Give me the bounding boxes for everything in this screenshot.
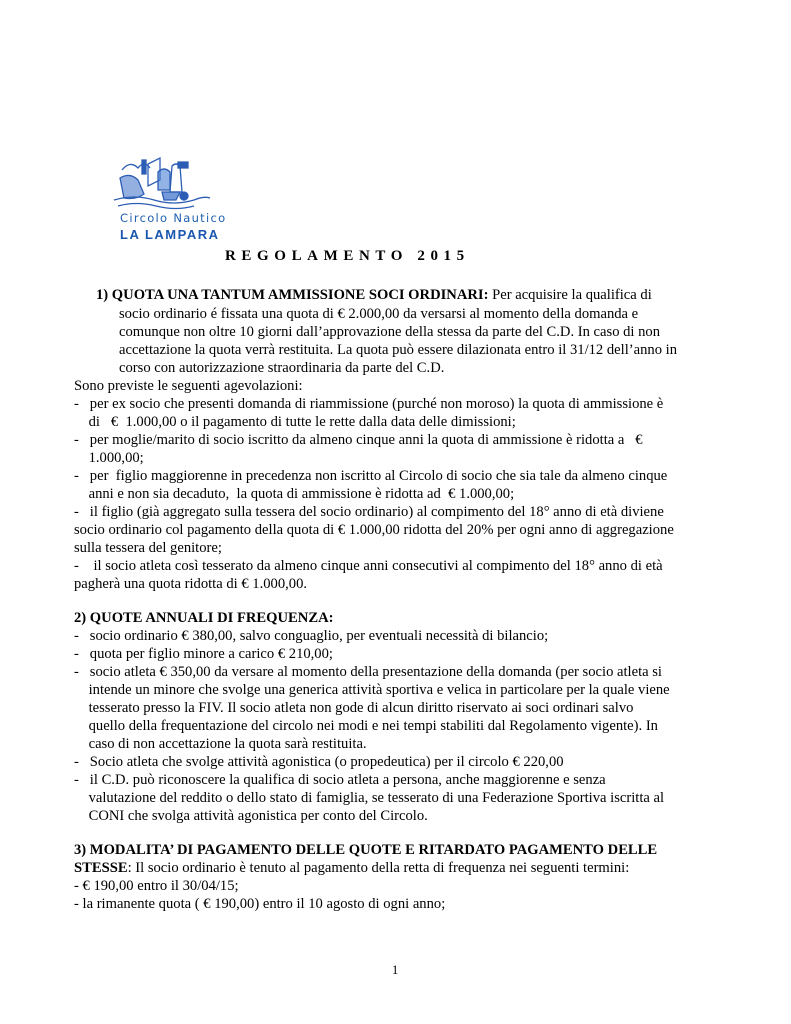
logo-club-name: Circolo Nautico bbox=[120, 211, 227, 225]
section1-bullet: sulla tessera del genitore; bbox=[74, 540, 222, 556]
section1-bullet: 1.000,00; bbox=[74, 450, 144, 466]
section2-line: CONI che svolga attività agonistica per conto del Circolo. bbox=[74, 808, 428, 824]
document-title: REGOLAMENTO 2015 bbox=[225, 248, 470, 264]
section1-bullet: - per ex socio che presenti domanda di riammissione (purché non moroso) la quota di ammissione è bbox=[74, 396, 664, 412]
lighthouse-boat-logo-icon bbox=[112, 156, 212, 212]
section2-line: - socio atleta € 350,00 da versare al momento della presentazione della domanda (per socio atleta si bbox=[74, 664, 662, 680]
section1-bullet: pagherà una quota ridotta di € 1.000,00. bbox=[74, 576, 308, 592]
section2-line: - socio ordinario € 380,00, salvo conguaglio, per eventuali necessità di bilancio; bbox=[74, 628, 549, 644]
section2-line: caso di non accettazione la quota sarà restituita. bbox=[74, 736, 367, 752]
section1-intro: Sono previste le seguenti agevolazioni: bbox=[74, 378, 303, 394]
section1-bullet: anni e non sia decaduto, la quota di ammissione è ridotta ad € 1.000,00; bbox=[74, 486, 515, 502]
logo-club-title: LA LAMPARA bbox=[120, 227, 220, 242]
section1-bullet: - per figlio maggiorenne in precedenza non iscritto al Circolo di socio che sia tale da almeno cinque bbox=[74, 468, 668, 484]
section3-line: - € 190,00 entro il 30/04/15; bbox=[74, 878, 239, 894]
section2-line: valutazione del reddito o dello stato di famiglia, se tesserato di una Federazione Sportiva iscritta al bbox=[74, 790, 665, 806]
section3-intro: : Il socio ordinario è tenuto al pagamento della retta di frequenza nei seguenti termini: bbox=[127, 860, 630, 876]
section1-line: corso con autorizzazione straordinaria da parte del C.D. bbox=[119, 360, 445, 376]
section2-line: tesserato presso la FIV. Il socio atleta non gode di alcun diritto riservato ai soci ordinari salvo bbox=[74, 700, 634, 716]
section1-bullet: - il figlio (già aggregato sulla tessera del socio ordinario) al compimento del 18° anno di età diviene bbox=[74, 504, 664, 520]
section2-line: quello della frequentazione del circolo nei modi e nei tempi stabiliti dal Regolamento vigente). In bbox=[74, 718, 658, 734]
section2-line: - quota per figlio minore a carico € 210,00; bbox=[74, 646, 333, 662]
section1-line: comunque non oltre 10 giorni dall’approvazione della stessa da parte del C.D. In caso di non bbox=[119, 324, 661, 340]
section3-heading: 3) MODALITA’ DI PAGAMENTO DELLE QUOTE E RITARDATO PAGAMENTO DELLE bbox=[74, 842, 658, 858]
section2-line: intende un minore che svolge una generica attività sportiva e velica in particolare per la quale viene bbox=[74, 682, 670, 698]
page-number: 1 bbox=[392, 963, 399, 977]
section1-bullet: - per moglie/marito di socio iscritto da almeno cinque anni la quota di ammissione è ridotta a € bbox=[74, 432, 643, 448]
section1-bullet: - il socio atleta così tesserato da almeno cinque anni consecutivi al compimento del 18° anno di età bbox=[74, 558, 663, 574]
section1-heading-continuation: Per acquisire la qualifica di bbox=[492, 287, 652, 303]
section3-line: - la rimanente quota ( € 190,00) entro il 10 agosto di ogni anno; bbox=[74, 896, 446, 912]
section2-line: - Socio atleta che svolge attività agonistica (o propedeutica) per il circolo € 220,00 bbox=[74, 754, 564, 770]
section1-line: socio ordinario é fissata una quota di € 2.000,00 da versarsi al momento della domanda e bbox=[119, 306, 639, 322]
section1-line: accettazione la quota verrà restituita. La quota può essere dilazionata entro il 31/12 dell’anno in bbox=[119, 342, 677, 358]
section3-heading-end: STESSE bbox=[74, 860, 128, 876]
section1-bullet: di € 1.000,00 o il pagamento di tutte le rette dalla data delle dimissioni; bbox=[74, 414, 516, 430]
section1-first-line bbox=[96, 286, 720, 304]
section3-heading-line2 bbox=[74, 859, 629, 877]
section1-bullet: socio ordinario col pagamento della quota di € 1.000,00 ridotta del 20% per ogni anno di aggregazione bbox=[74, 522, 674, 538]
section2-line: - il C.D. può riconoscere la qualifica di socio atleta a persona, anche maggiorenne e senza bbox=[74, 772, 606, 788]
section2-heading: 2) QUOTE ANNUALI DI FREQUENZA: bbox=[74, 610, 334, 626]
section1-heading: 1) QUOTA UNA TANTUM AMMISSIONE SOCI ORDINARI: bbox=[96, 287, 489, 303]
